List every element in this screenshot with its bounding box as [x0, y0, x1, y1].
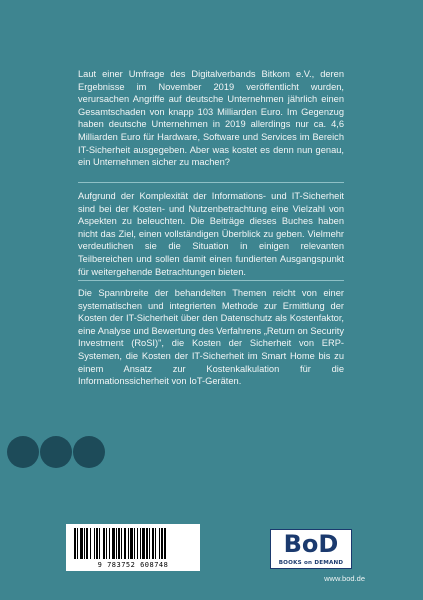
publisher-logo-text: BoD	[283, 530, 339, 558]
publisher-logo	[270, 529, 352, 569]
barcode-bar	[128, 528, 129, 559]
barcode-bar	[137, 528, 138, 559]
barcode-bar	[149, 528, 150, 559]
decorative-dot	[73, 436, 105, 468]
decorative-dot	[40, 436, 72, 468]
barcode-bar	[161, 528, 163, 559]
barcode-bar	[116, 528, 117, 559]
barcode-bar	[80, 528, 83, 559]
barcode-bar	[84, 528, 85, 559]
barcode-bars	[72, 528, 194, 559]
barcode-bar	[140, 528, 141, 559]
barcode-bar	[124, 528, 126, 559]
decorative-dot	[7, 436, 39, 468]
publisher-logo-subtitle: BOOKS on DEMAND	[278, 560, 344, 566]
barcode-bar	[142, 528, 145, 559]
blurb-paragraph-2: Aufgrund der Komplexität der Informations- und IT-Sicherheit sind bei der Kosten- und Nutzenbetrachtung eine Vielzahl von Aspekten zu beleuchten. Die Beiträge dieses Buches haben nicht das Ziel, einen vollständigen Überblick zu geben. Vielmehr verdeutlichen sie die Situation in einigen relevanten Teilbereichen und sollen damit einen fundierten Ausgangspunkt für weitergehende Betrachtungen bieten.	[78, 191, 344, 277]
barcode-bar	[134, 528, 135, 559]
divider	[78, 280, 344, 281]
barcode-bar	[74, 528, 76, 559]
barcode-bar	[118, 528, 120, 559]
divider	[78, 182, 344, 183]
barcode-bar	[164, 528, 166, 559]
barcode-bar	[146, 528, 148, 559]
blurb-paragraph-3: Die Spannbreite der behandelten Themen reicht von einer systematischen und integrierten Methode zur Ermittlung der Kosten der IT-Sicherheit über den Datenschutz als Kostenfaktor, eine Analyse und Bewertung des Verfahrens „Return on Security Investment (RoSI)", die Kosten der Sicherheit von ERP-Systemen, die Kosten der IT-Sicherheit im Smart Home bis zu einem Ansatz zur Kostenkalkulation für die Informationssicherheit von IoT-Geräten.	[78, 288, 344, 387]
barcode-bar	[86, 528, 88, 559]
blurb-paragraph-1: Laut einer Umfrage des Digitalverbands Bitkom e.V., deren Ergebnisse im November 2019 veröffentlicht wurden, verursachen Angriffe auf deutsche Unternehmen jährlich einen Gesamtschaden von knapp 103 Milliarden Euro. Im Gegenzug haben deutsche Unternehmen in 2019 allerdings nur ca. 4,6 Milliarden Euro für Hardware, Software und Services im Bereich IT-Sicherheit ausgegeben. Aber was kostet es denn nun genau, ein Unternehmen sicher zu machen?	[78, 69, 344, 168]
barcode-bar	[121, 528, 122, 559]
isbn-barcode	[66, 524, 200, 571]
barcode-bar	[90, 528, 91, 559]
barcode-bar	[106, 528, 107, 559]
barcode-bar	[155, 528, 156, 559]
barcode-bar	[152, 528, 154, 559]
barcode-bar	[77, 528, 78, 559]
barcode-bar	[99, 528, 100, 559]
barcode-bar	[112, 528, 115, 559]
barcode-digits: 9 783752 608748	[97, 561, 169, 569]
barcode-bar	[109, 528, 110, 559]
barcode-bar	[94, 528, 95, 559]
publisher-url: www.bod.de	[324, 574, 365, 583]
barcode-bar	[103, 528, 105, 559]
barcode-bar	[96, 528, 98, 559]
barcode-bar	[130, 528, 133, 559]
barcode-bar	[159, 528, 160, 559]
